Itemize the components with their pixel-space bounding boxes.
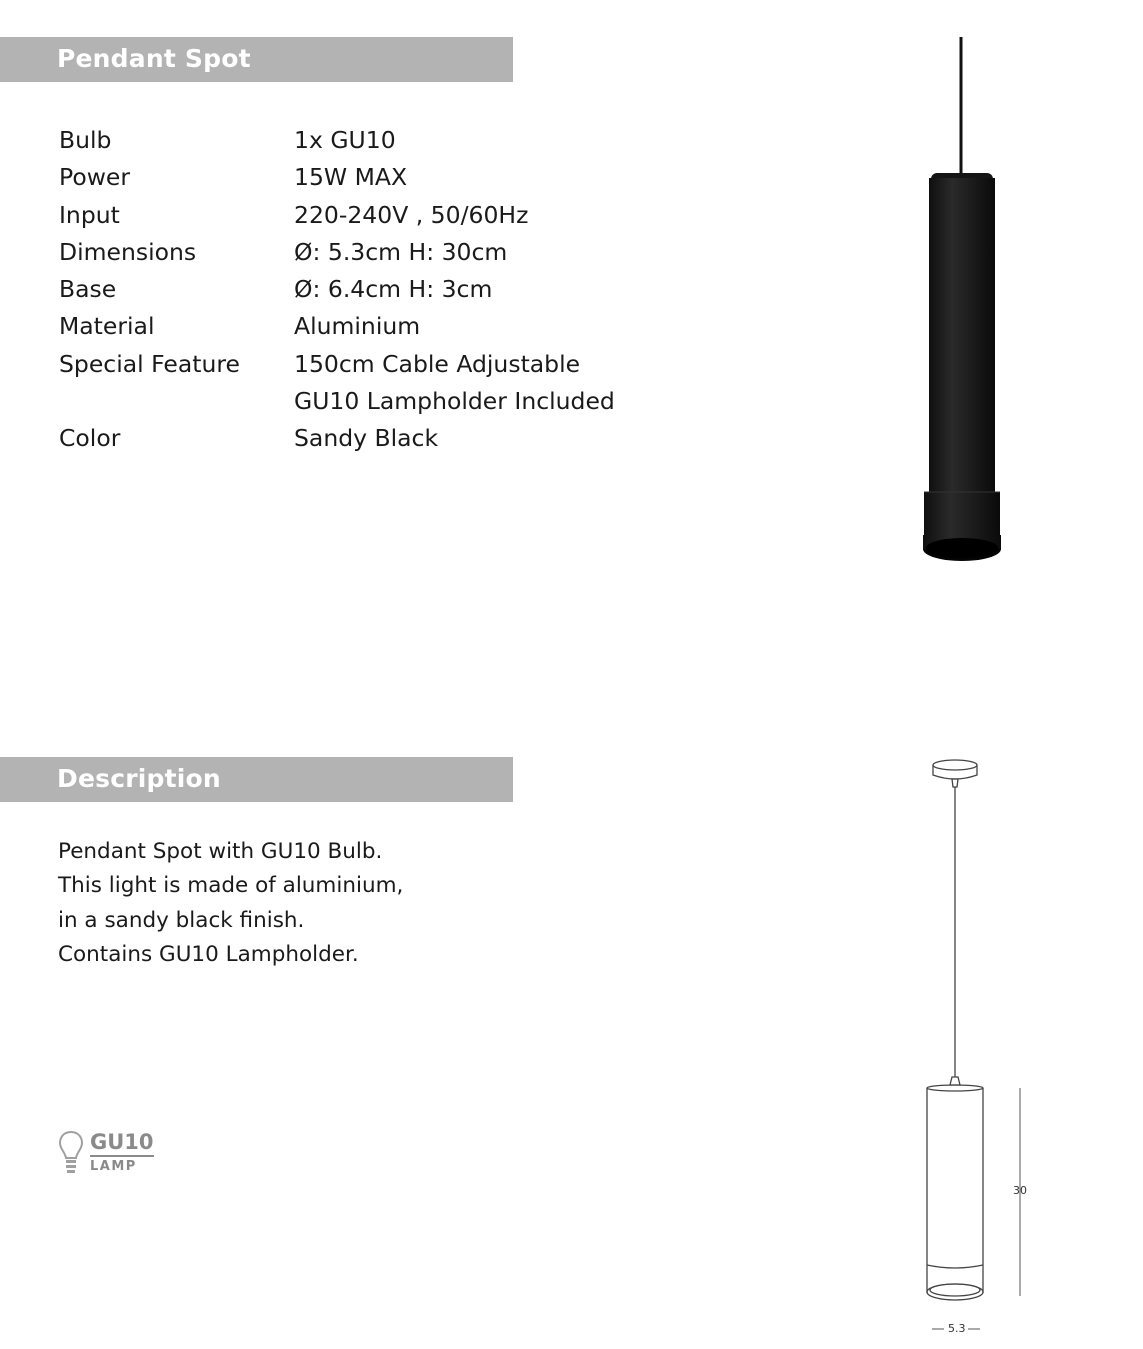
bulb-icon — [58, 1130, 84, 1176]
width-dimension-label: 5.3 — [948, 1322, 966, 1335]
description-header — [0, 757, 513, 802]
description-line: Pendant Spot with GU10 Bulb. — [58, 839, 383, 864]
spec-label: Input — [59, 200, 120, 229]
spec-value: Sandy Black — [294, 424, 439, 453]
spec-value: Aluminium — [294, 312, 421, 341]
description-line: Contains GU10 Lampholder. — [58, 941, 359, 967]
spec-label: Special Feature — [59, 349, 240, 378]
lamp-code: GU10 — [90, 1130, 154, 1157]
spec-value: Ø: 5.3cm H: 30cm — [294, 237, 508, 266]
spec-value: Ø: 6.4cm H: 3cm — [294, 275, 493, 304]
description-title: Description — [57, 764, 221, 793]
description-text — [58, 835, 403, 972]
spec-value: 15W MAX — [294, 163, 408, 192]
specs-title: Pendant Spot — [57, 44, 251, 73]
product-photo — [900, 35, 1030, 565]
pendant-lamp-image — [900, 35, 1030, 565]
description-line: in a sandy black finish. — [58, 907, 305, 933]
drawing-svg — [900, 755, 1060, 1345]
spec-label: Power — [59, 163, 131, 192]
specs-header — [0, 37, 513, 82]
spec-label: Dimensions — [59, 237, 197, 266]
description-line: This light is made of aluminium, — [58, 873, 404, 899]
spec-label: Bulb — [59, 126, 112, 154]
height-dimension-label: 30 — [1013, 1184, 1027, 1197]
spec-label: Base — [59, 275, 117, 304]
lamp-word: LAMP — [90, 1159, 137, 1174]
spec-label: Material — [59, 312, 155, 341]
spec-label: Color — [59, 424, 121, 453]
spec-value: 150cm Cable Adjustable — [294, 349, 581, 378]
technical-drawing — [900, 755, 1060, 1345]
spec-value: 220-240V , 50/60Hz — [294, 200, 529, 229]
spec-value: 1x GU10 — [294, 126, 396, 154]
spec-value: GU10 Lampholder Included — [294, 387, 615, 416]
lamp-badge — [58, 1130, 158, 1178]
